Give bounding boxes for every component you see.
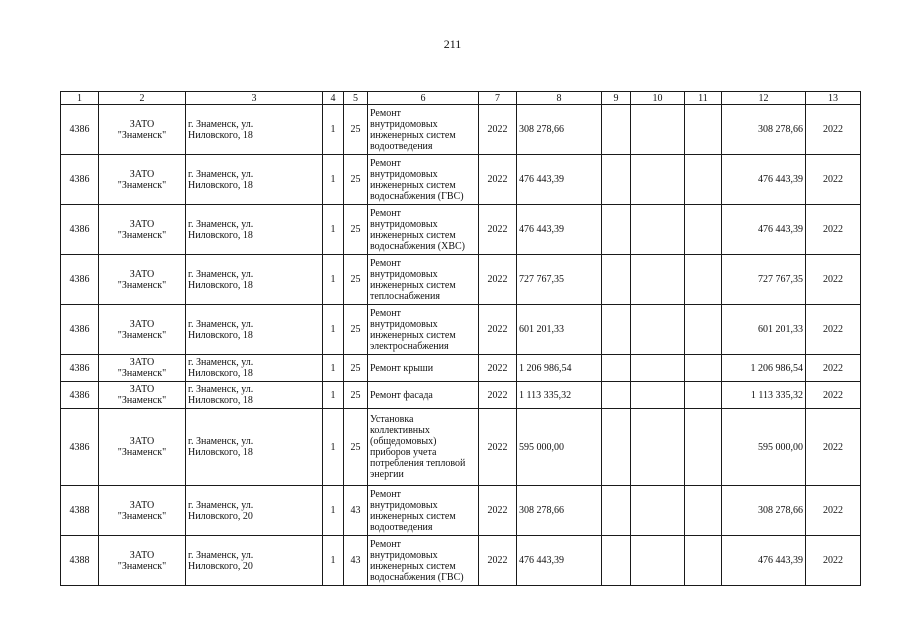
col10-value-cell bbox=[631, 355, 685, 382]
col10-value-cell bbox=[631, 155, 685, 205]
total-amount-cell bbox=[722, 305, 806, 355]
municipality: ЗАТО "Знаменск" bbox=[117, 168, 167, 191]
col11-value-cell bbox=[685, 382, 722, 409]
table-header bbox=[61, 92, 861, 105]
year: 2022 bbox=[487, 324, 508, 335]
total-amount-cell bbox=[722, 205, 806, 255]
address-cell bbox=[186, 205, 323, 255]
record-number: 4386 bbox=[69, 224, 90, 235]
municipality: ЗАТО "Знаменск" bbox=[117, 318, 167, 341]
col10-value-cell bbox=[631, 382, 685, 409]
completion-year-cell bbox=[806, 355, 861, 382]
column-header-2: 2 bbox=[99, 92, 186, 105]
completion-year-cell bbox=[806, 305, 861, 355]
work-type: Ремонт крыши bbox=[370, 362, 434, 374]
col10-value-cell bbox=[631, 486, 685, 536]
completion-year: 2022 bbox=[823, 362, 843, 374]
work-type-cell bbox=[368, 255, 479, 305]
column-header-3: 3 bbox=[186, 92, 323, 105]
col5-value: 43 bbox=[350, 505, 361, 516]
table-row bbox=[61, 536, 861, 586]
record-number: 4386 bbox=[69, 324, 90, 335]
col4-value: 1 bbox=[330, 441, 336, 453]
year: 2022 bbox=[487, 362, 508, 374]
record-number-cell bbox=[61, 536, 99, 586]
year-cell bbox=[479, 355, 517, 382]
work-type: Установка коллективных (общедомовых) приборов учета потребления тепловой энергии bbox=[370, 414, 466, 480]
municipality: ЗАТО "Знаменск" bbox=[117, 499, 167, 522]
municipality-cell bbox=[99, 486, 186, 536]
table-row bbox=[61, 305, 861, 355]
municipality: ЗАТО "Знаменск" bbox=[117, 118, 167, 141]
address: г. Знаменск, ул. Ниловского, 20 bbox=[188, 499, 254, 522]
record-number-cell bbox=[61, 255, 99, 305]
municipality: ЗАТО "Знаменск" bbox=[117, 218, 167, 241]
col5-value: 25 bbox=[350, 389, 361, 401]
work-type-cell bbox=[368, 382, 479, 409]
col5-value-cell bbox=[344, 205, 368, 255]
total-amount: 601 201,33 bbox=[758, 324, 803, 335]
col5-value-cell bbox=[344, 155, 368, 205]
completion-year: 2022 bbox=[823, 441, 843, 453]
col5-value: 43 bbox=[350, 555, 361, 566]
col9-value-cell bbox=[602, 305, 631, 355]
municipality-cell bbox=[99, 255, 186, 305]
address-cell bbox=[186, 486, 323, 536]
col5-value-cell bbox=[344, 105, 368, 155]
municipality-cell bbox=[99, 536, 186, 586]
col5-value: 25 bbox=[350, 324, 361, 335]
column-header-9: 9 bbox=[602, 92, 631, 105]
completion-year: 2022 bbox=[823, 274, 843, 285]
col11-value-cell bbox=[685, 155, 722, 205]
col4-value: 1 bbox=[330, 274, 336, 285]
completion-year-cell bbox=[806, 205, 861, 255]
col9-value-cell bbox=[602, 382, 631, 409]
col4-value-cell bbox=[323, 105, 344, 155]
col5-value-cell bbox=[344, 409, 368, 486]
completion-year: 2022 bbox=[823, 389, 843, 401]
table-row bbox=[61, 382, 861, 409]
table-body bbox=[61, 105, 861, 586]
year: 2022 bbox=[487, 441, 508, 453]
work-type: Ремонт внутридомовых инженерных систем водоснабжения (ГВС) bbox=[370, 157, 464, 202]
column-header-5: 5 bbox=[344, 92, 368, 105]
col11-value-cell bbox=[685, 205, 722, 255]
year-cell bbox=[479, 205, 517, 255]
address: г. Знаменск, ул. Ниловского, 18 bbox=[188, 118, 254, 141]
work-type-cell bbox=[368, 355, 479, 382]
work-type-cell bbox=[368, 536, 479, 586]
col11-value-cell bbox=[685, 409, 722, 486]
work-type: Ремонт фасада bbox=[370, 389, 433, 401]
col9-value-cell bbox=[602, 255, 631, 305]
col4-value-cell bbox=[323, 536, 344, 586]
year: 2022 bbox=[487, 505, 508, 516]
year-cell bbox=[479, 105, 517, 155]
col9-value-cell bbox=[602, 486, 631, 536]
record-number: 4386 bbox=[69, 174, 90, 185]
total-amount-cell bbox=[722, 382, 806, 409]
year-cell bbox=[479, 305, 517, 355]
record-number: 4386 bbox=[69, 441, 90, 453]
completion-year: 2022 bbox=[823, 555, 843, 566]
column-header-13: 13 bbox=[806, 92, 861, 105]
year-cell bbox=[479, 155, 517, 205]
total-amount-cell bbox=[722, 105, 806, 155]
work-type-cell bbox=[368, 155, 479, 205]
address-cell bbox=[186, 409, 323, 486]
cost-amount-cell bbox=[517, 486, 602, 536]
col4-value: 1 bbox=[330, 174, 336, 185]
col10-value-cell bbox=[631, 255, 685, 305]
col10-value-cell bbox=[631, 105, 685, 155]
completion-year: 2022 bbox=[823, 505, 843, 516]
col11-value-cell bbox=[685, 105, 722, 155]
total-amount-cell bbox=[722, 409, 806, 486]
address: г. Знаменск, ул. Ниловского, 18 bbox=[188, 436, 254, 458]
cost-amount-cell bbox=[517, 305, 602, 355]
col5-value: 25 bbox=[350, 441, 361, 453]
address-cell bbox=[186, 355, 323, 382]
municipality: ЗАТО "Знаменск" bbox=[117, 357, 167, 379]
column-header-6: 6 bbox=[368, 92, 479, 105]
work-type: Ремонт внутридомовых инженерных систем электроснабжения bbox=[370, 307, 456, 352]
work-type: Ремонт внутридомовых инженерных систем водоснабжения (ГВС) bbox=[370, 538, 464, 583]
record-number: 4386 bbox=[69, 274, 90, 285]
cost-amount: 476 443,39 bbox=[519, 555, 564, 566]
completion-year-cell bbox=[806, 105, 861, 155]
cost-amount-cell bbox=[517, 355, 602, 382]
address-cell bbox=[186, 255, 323, 305]
column-header-10: 10 bbox=[631, 92, 685, 105]
total-amount: 595 000,00 bbox=[758, 441, 803, 453]
col4-value-cell bbox=[323, 305, 344, 355]
total-amount: 476 443,39 bbox=[758, 224, 803, 235]
record-number: 4386 bbox=[69, 362, 90, 374]
cost-amount: 1 206 986,54 bbox=[519, 362, 572, 374]
completion-year-cell bbox=[806, 486, 861, 536]
cost-amount: 595 000,00 bbox=[519, 441, 564, 453]
col5-value-cell bbox=[344, 305, 368, 355]
record-number-cell bbox=[61, 105, 99, 155]
col4-value: 1 bbox=[330, 324, 336, 335]
year-cell bbox=[479, 536, 517, 586]
record-number: 4386 bbox=[69, 389, 90, 401]
column-header-4: 4 bbox=[323, 92, 344, 105]
col5-value: 25 bbox=[350, 124, 361, 135]
municipality: ЗАТО "Знаменск" bbox=[117, 549, 167, 572]
col10-value-cell bbox=[631, 409, 685, 486]
year-cell bbox=[479, 255, 517, 305]
work-type-cell bbox=[368, 409, 479, 486]
address: г. Знаменск, ул. Ниловского, 20 bbox=[188, 549, 254, 572]
record-number-cell bbox=[61, 486, 99, 536]
record-number: 4388 bbox=[69, 505, 90, 516]
total-amount: 476 443,39 bbox=[758, 555, 803, 566]
municipality-cell bbox=[99, 355, 186, 382]
record-number-cell bbox=[61, 355, 99, 382]
cost-amount: 476 443,39 bbox=[519, 224, 564, 235]
cost-amount: 727 767,35 bbox=[519, 274, 564, 285]
cost-amount-cell bbox=[517, 105, 602, 155]
municipality: ЗАТО "Знаменск" bbox=[117, 436, 167, 458]
total-amount: 727 767,35 bbox=[758, 274, 803, 285]
col10-value-cell bbox=[631, 205, 685, 255]
col4-value-cell bbox=[323, 205, 344, 255]
col4-value: 1 bbox=[330, 505, 336, 516]
completion-year: 2022 bbox=[823, 224, 843, 235]
work-type: Ремонт внутридомовых инженерных систем теплоснабжения bbox=[370, 257, 456, 302]
col4-value: 1 bbox=[330, 389, 336, 401]
page-number: 211 bbox=[443, 37, 462, 51]
total-amount: 476 443,39 bbox=[758, 174, 803, 185]
col9-value-cell bbox=[602, 205, 631, 255]
col5-value: 25 bbox=[350, 274, 361, 285]
municipality: ЗАТО "Знаменск" bbox=[117, 268, 167, 291]
municipality-cell bbox=[99, 205, 186, 255]
address: г. Знаменск, ул. Ниловского, 18 bbox=[188, 168, 254, 191]
record-number-cell bbox=[61, 382, 99, 409]
col10-value-cell bbox=[631, 536, 685, 586]
col4-value-cell bbox=[323, 355, 344, 382]
column-header-7: 7 bbox=[479, 92, 517, 105]
year: 2022 bbox=[487, 389, 508, 401]
year: 2022 bbox=[487, 124, 508, 135]
year-cell bbox=[479, 382, 517, 409]
data-table bbox=[60, 91, 861, 586]
completion-year-cell bbox=[806, 382, 861, 409]
year-cell bbox=[479, 486, 517, 536]
work-type-cell bbox=[368, 305, 479, 355]
municipality-cell bbox=[99, 305, 186, 355]
cost-amount-cell bbox=[517, 409, 602, 486]
address-cell bbox=[186, 536, 323, 586]
municipality-cell bbox=[99, 382, 186, 409]
total-amount: 1 113 335,32 bbox=[750, 389, 803, 401]
col11-value-cell bbox=[685, 536, 722, 586]
address-cell bbox=[186, 105, 323, 155]
completion-year-cell bbox=[806, 409, 861, 486]
col5-value-cell bbox=[344, 382, 368, 409]
table-row bbox=[61, 105, 861, 155]
record-number-cell bbox=[61, 155, 99, 205]
cost-amount: 601 201,33 bbox=[519, 324, 564, 335]
work-type: Ремонт внутридомовых инженерных систем водоотведения bbox=[370, 107, 456, 152]
completion-year-cell bbox=[806, 536, 861, 586]
total-amount: 1 206 986,54 bbox=[750, 362, 803, 374]
cost-amount-cell bbox=[517, 255, 602, 305]
completion-year-cell bbox=[806, 255, 861, 305]
total-amount: 308 278,66 bbox=[758, 505, 803, 516]
col9-value-cell bbox=[602, 536, 631, 586]
col11-value-cell bbox=[685, 305, 722, 355]
cost-amount: 476 443,39 bbox=[519, 174, 564, 185]
col4-value: 1 bbox=[330, 224, 336, 235]
table-row bbox=[61, 255, 861, 305]
col5-value: 25 bbox=[350, 224, 361, 235]
table-row bbox=[61, 355, 861, 382]
col9-value-cell bbox=[602, 409, 631, 486]
completion-year: 2022 bbox=[823, 324, 843, 335]
cost-amount-cell bbox=[517, 536, 602, 586]
cost-amount-cell bbox=[517, 155, 602, 205]
col9-value-cell bbox=[602, 105, 631, 155]
record-number-cell bbox=[61, 409, 99, 486]
total-amount: 308 278,66 bbox=[758, 124, 803, 135]
work-type-cell bbox=[368, 205, 479, 255]
year-cell bbox=[479, 409, 517, 486]
municipality: ЗАТО "Знаменск" bbox=[117, 384, 167, 406]
col4-value-cell bbox=[323, 255, 344, 305]
total-amount-cell bbox=[722, 486, 806, 536]
address-cell bbox=[186, 305, 323, 355]
work-type-cell bbox=[368, 486, 479, 536]
total-amount-cell bbox=[722, 155, 806, 205]
address-cell bbox=[186, 155, 323, 205]
cost-amount-cell bbox=[517, 382, 602, 409]
column-header-8: 8 bbox=[517, 92, 602, 105]
completion-year: 2022 bbox=[823, 174, 843, 185]
year: 2022 bbox=[487, 174, 508, 185]
cost-amount: 308 278,66 bbox=[519, 505, 564, 516]
table-row bbox=[61, 205, 861, 255]
col4-value-cell bbox=[323, 382, 344, 409]
column-header-11: 11 bbox=[685, 92, 722, 105]
table-row bbox=[61, 486, 861, 536]
col5-value-cell bbox=[344, 536, 368, 586]
address-cell bbox=[186, 382, 323, 409]
col4-value: 1 bbox=[330, 555, 336, 566]
col5-value-cell bbox=[344, 486, 368, 536]
work-type: Ремонт внутридомовых инженерных систем водоотведения bbox=[370, 488, 456, 533]
record-number-cell bbox=[61, 305, 99, 355]
col11-value-cell bbox=[685, 486, 722, 536]
record-number: 4386 bbox=[69, 124, 90, 135]
address: г. Знаменск, ул. Ниловского, 18 bbox=[188, 384, 254, 406]
header-row bbox=[61, 92, 861, 105]
cost-amount: 1 113 335,32 bbox=[519, 389, 572, 401]
column-header-12: 12 bbox=[722, 92, 806, 105]
col4-value: 1 bbox=[330, 362, 336, 374]
table-row bbox=[61, 155, 861, 205]
completion-year-cell bbox=[806, 155, 861, 205]
municipality-cell bbox=[99, 105, 186, 155]
col4-value-cell bbox=[323, 409, 344, 486]
municipality-cell bbox=[99, 409, 186, 486]
year: 2022 bbox=[487, 555, 508, 566]
col11-value-cell bbox=[685, 355, 722, 382]
col10-value-cell bbox=[631, 305, 685, 355]
work-type-cell bbox=[368, 105, 479, 155]
total-amount-cell bbox=[722, 255, 806, 305]
col9-value-cell bbox=[602, 155, 631, 205]
col4-value-cell bbox=[323, 155, 344, 205]
municipality-cell bbox=[99, 155, 186, 205]
cost-amount-cell bbox=[517, 205, 602, 255]
address: г. Знаменск, ул. Ниловского, 18 bbox=[188, 268, 254, 291]
column-header-1: 1 bbox=[61, 92, 99, 105]
total-amount-cell bbox=[722, 536, 806, 586]
address: г. Знаменск, ул. Ниловского, 18 bbox=[188, 357, 254, 379]
col5-value-cell bbox=[344, 355, 368, 382]
col4-value: 1 bbox=[330, 124, 336, 135]
year: 2022 bbox=[487, 224, 508, 235]
col4-value-cell bbox=[323, 486, 344, 536]
total-amount-cell bbox=[722, 355, 806, 382]
year: 2022 bbox=[487, 274, 508, 285]
col5-value: 25 bbox=[350, 174, 361, 185]
work-type: Ремонт внутридомовых инженерных систем водоснабжения (ХВС) bbox=[370, 207, 466, 252]
table-row bbox=[61, 409, 861, 486]
col11-value-cell bbox=[685, 255, 722, 305]
cost-amount: 308 278,66 bbox=[519, 124, 564, 135]
address: г. Знаменск, ул. Ниловского, 18 bbox=[188, 218, 254, 241]
col9-value-cell bbox=[602, 355, 631, 382]
col5-value: 25 bbox=[350, 362, 361, 374]
completion-year: 2022 bbox=[823, 124, 843, 135]
record-number-cell bbox=[61, 205, 99, 255]
col5-value-cell bbox=[344, 255, 368, 305]
address: г. Знаменск, ул. Ниловского, 18 bbox=[188, 318, 254, 341]
record-number: 4388 bbox=[69, 555, 90, 566]
